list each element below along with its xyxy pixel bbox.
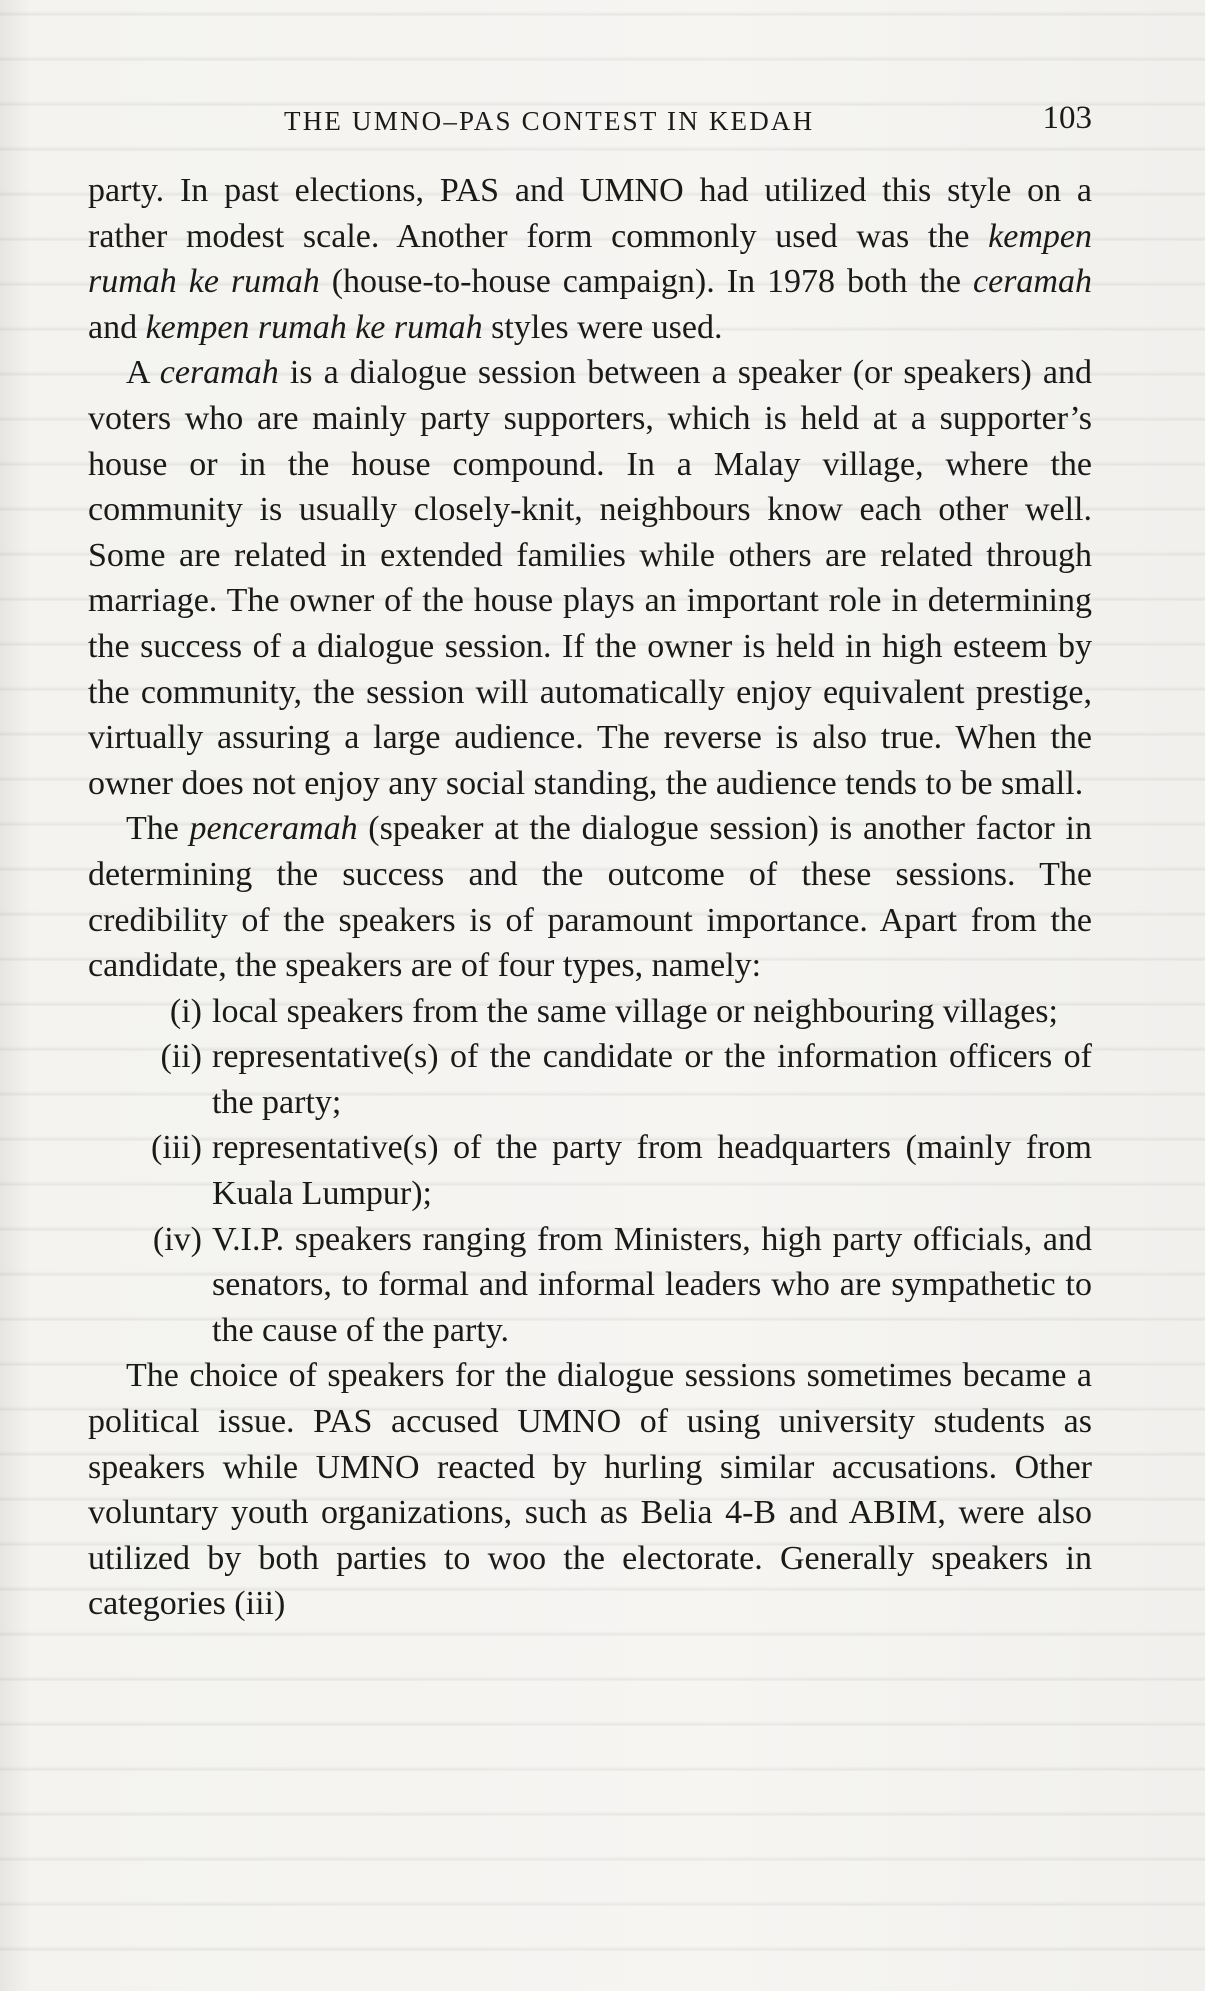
paragraph-1-text-g: styles were used. xyxy=(482,308,723,346)
paragraph-2 xyxy=(88,350,1092,806)
list-item xyxy=(88,989,1092,1035)
paragraph-1-text-e: and xyxy=(88,308,146,346)
list-item-marker: (iii) xyxy=(151,1129,202,1167)
list-item-marker: (iv) xyxy=(152,1220,202,1258)
paragraph-1-italic-f: kempen rumah ke rumah xyxy=(145,308,483,346)
paragraph-3-text-a: The xyxy=(126,810,190,848)
paragraph-2-text-a: A xyxy=(126,354,160,392)
paragraph-1-text-c: (house-to-house campaign). In 1978 both the xyxy=(319,263,974,301)
list-item-marker: (ii) xyxy=(160,1038,202,1076)
list-item xyxy=(88,1125,1092,1216)
paragraph-4: The choice of speakers for the dialogue sessions sometimes became a political issue. PAS accused UMNO of using university students as speakers while UMNO reacted by hurling similar accusations. Other voluntary youth organizations, such as Belia 4-B and ABIM, were also utilized by both parties to woo the electorate. Generally speakers in categories (iii) xyxy=(88,1357,1092,1623)
list-item-marker: (i) xyxy=(169,992,202,1030)
paragraph-3 xyxy=(88,806,1092,988)
list-item-text: local speakers from the same village or neighbouring villages; xyxy=(212,992,1058,1030)
paragraph-1-italic-d: ceramah xyxy=(973,263,1092,301)
paragraph-2-italic-b: ceramah xyxy=(159,354,279,392)
list-item xyxy=(88,1034,1092,1125)
paragraph-1-text-a: party. In past elections, PAS and UMNO had utilized this style on a rather modest scale. Another form commonly used was the xyxy=(88,172,1092,255)
paragraph-1-italic-b: kempen rumah ke rumah xyxy=(88,217,1092,301)
body-text xyxy=(88,168,1092,1627)
speaker-types-list xyxy=(88,989,1092,1354)
paragraph-3-italic-b: penceramah xyxy=(189,810,358,848)
page-number: 103 xyxy=(1042,100,1092,136)
list-item-text: representative(s) of the party from headquarters (mainly from Kuala Lumpur); xyxy=(212,1129,1092,1213)
list-item-text: representative(s) of the candidate or the information officers of the party; xyxy=(212,1038,1092,1121)
page-header xyxy=(88,100,1092,144)
list-item xyxy=(88,1217,1092,1354)
paragraph-2-text-c: is a dialogue session between a speaker (or speakers) and voters who are mainly party supporters, which is held at a supporter’s house or in the house compound. In a Malay village, where the community is usually closely-knit, neighbours know each other well. Some are related in extended families while others are related through marriage. The owner of the house plays an important role in determining the success of a dialogue session. If the owner is held in high esteem by the community, the session will automatically enjoy equivalent prestige, virtually assuring a large audience. The reverse is also true. When the owner does not enjoy any social standing, the audience tends to be small. xyxy=(88,354,1092,802)
list-item-text: V.I.P. speakers ranging from Ministers, high party officials, and senators, to formal and informal leaders who are sympathetic to the cause of the party. xyxy=(212,1220,1092,1349)
running-head: THE UMNO–PAS CONTEST IN KEDAH xyxy=(284,106,815,136)
paragraph-1 xyxy=(88,168,1092,350)
paragraph-3-text-c: (speaker at the dialogue session) is another factor in determining the success and the outcome of these sessions. The credibility of the speakers is of paramount importance. Apart from the candidate, the speakers are of four types, namely: xyxy=(88,810,1092,985)
